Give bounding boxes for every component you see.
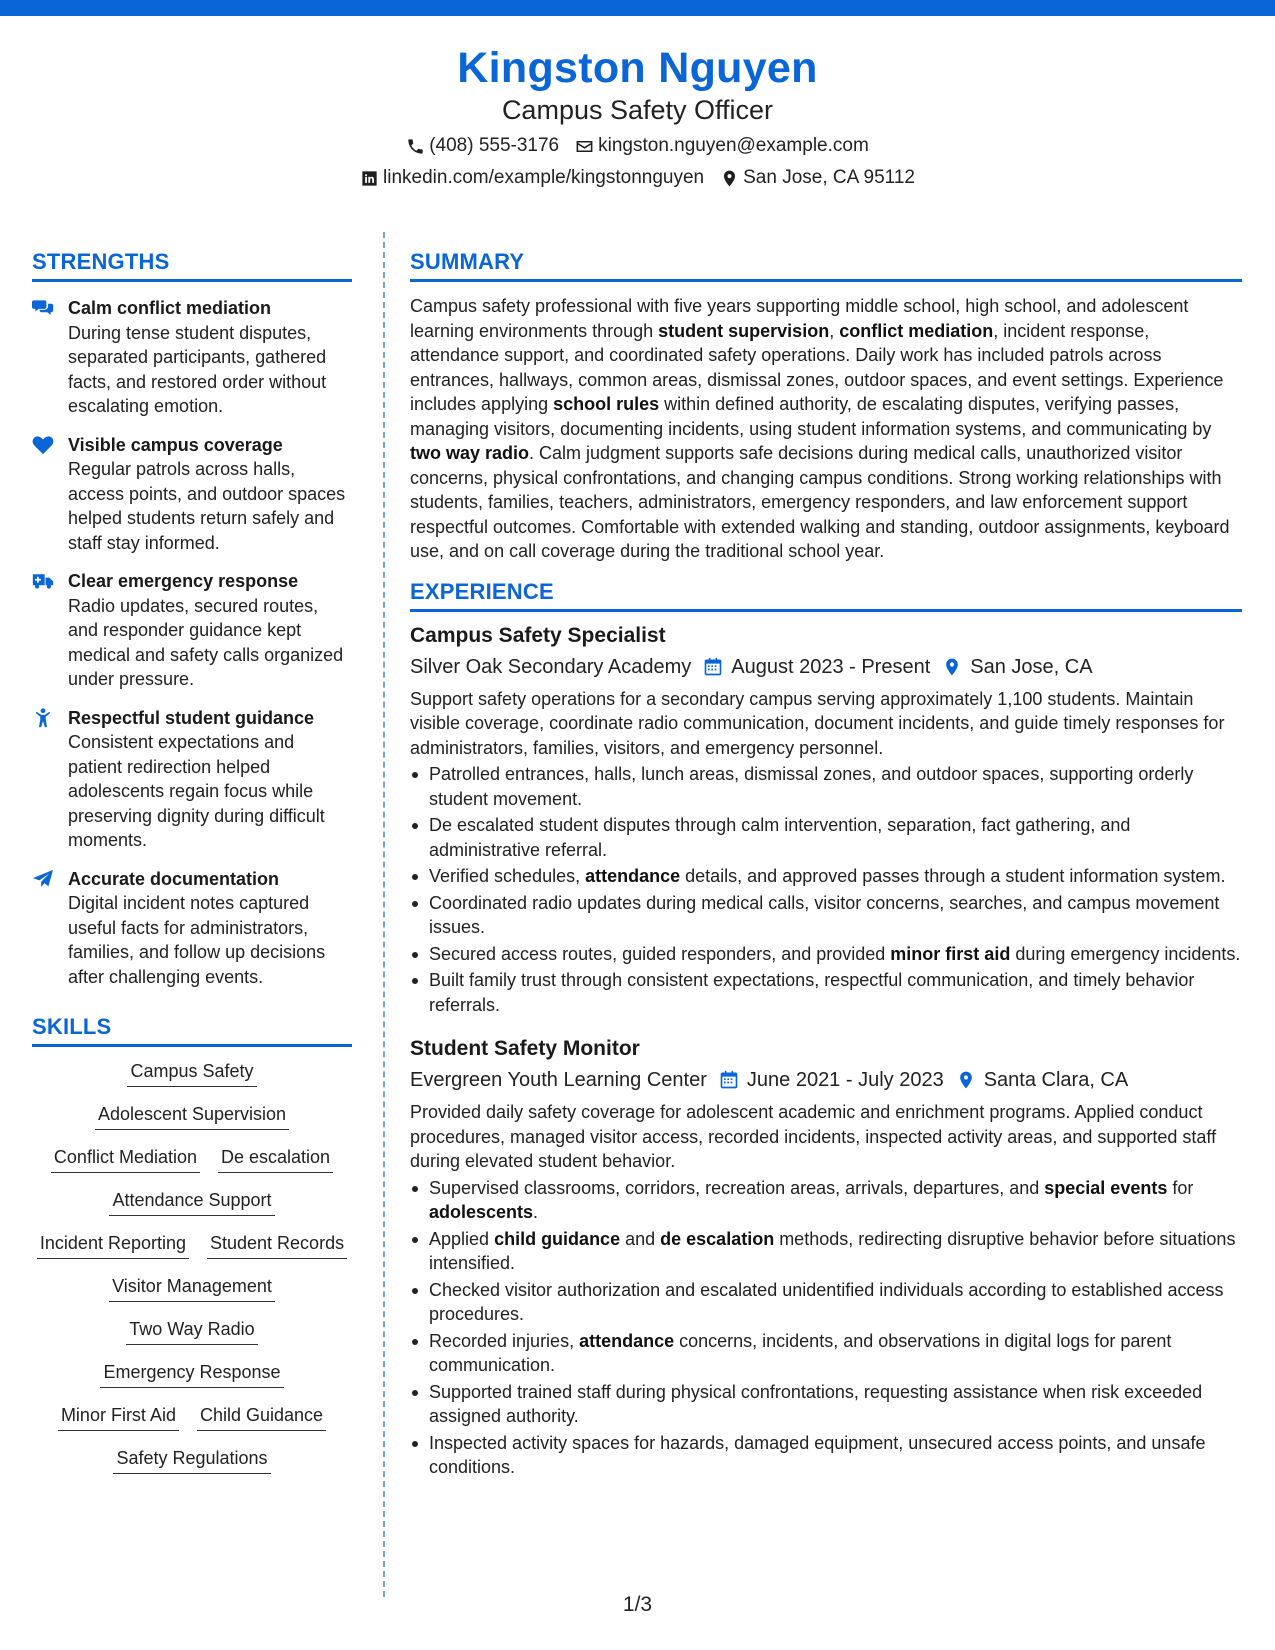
job-entry [410, 622, 1242, 1018]
bullet-item: De escalated student disputes through calm intervention, separation, fact gathering, and administrative referral. [410, 813, 1242, 862]
person-icon [32, 708, 54, 728]
skill-tag: Campus Safety [127, 1059, 256, 1087]
resume-header [0, 42, 1275, 190]
email-text: kingston.nguyen@example.com [598, 135, 869, 156]
job-title: Campus Safety Specialist [410, 623, 666, 647]
phone-text: (408) 555-3176 [429, 135, 560, 156]
skill-tag: Conflict Mediation [51, 1145, 200, 1173]
job-meta [410, 653, 1242, 681]
job-description: Support safety operations for a secondary campus serving approximately 1,100 students. Maintain visible coverage, coordinate radio communication, document incidents, and guide timely responses for administrators, families, visitors, and emergency personnel. [410, 688, 1225, 758]
job-company: Silver Oak Secondary Academy [410, 655, 692, 678]
comments-icon [32, 298, 54, 318]
bullet-item: Supervised classrooms, corridors, recreation areas, arrivals, departures, and special events for adolescents. [410, 1176, 1242, 1225]
job-meta [410, 1066, 1242, 1094]
contact-phone[interactable] [406, 134, 559, 158]
strength-text: Radio updates, secured routes, and responder guidance kept medical and safety calls organized under pressure. [68, 595, 344, 689]
skill-tag: Child Guidance [197, 1403, 326, 1431]
skill-tag: Two Way Radio [126, 1317, 257, 1345]
bullet-item: Secured access routes, guided responders, and provided minor first aid during emergency incidents. [410, 942, 1242, 967]
skill-tag: Minor First Aid [58, 1403, 179, 1431]
linkedin-icon [360, 169, 379, 188]
skills-list [32, 1059, 352, 1474]
strength-item [32, 296, 352, 419]
strength-item [32, 569, 352, 692]
strength-title: Clear emergency response [68, 571, 299, 591]
strength-title: Accurate documentation [68, 868, 280, 889]
job-dates: August 2023 - Present [731, 655, 931, 678]
contact-email[interactable] [575, 134, 869, 158]
bullet-item: Built family trust through consistent expectations, respectful communication, and timely behavior referrals. [410, 968, 1242, 1017]
contact-location [720, 166, 915, 190]
bullet-item: Supported trained staff during physical confrontations, requesting assistance when risk exceeded assigned authority. [410, 1380, 1242, 1429]
bullet-item: Checked visitor authorization and escalated unidentified individuals according to established access procedures. [410, 1278, 1242, 1327]
bullet-item: Recorded injuries, attendance concerns, incidents, and observations in digital logs for parent communication. [410, 1329, 1242, 1378]
summary-text: Campus safety professional with five years supporting middle school, high school, and adolescent learning environments through student supervision, conflict mediation, incident response, attendance support, and coordinated safety operations. Daily work has included patrols across entrances, hallways, common areas, dismissal zones, outdoor spaces, and event settings. Experience includes applying school rules within defined authority, de escalating disputes, verifying passes, managing visitors, documenting incidents, using student information systems, and communicating by two way radio. Calm judgment supports safe decisions during medical calls, unauthorized visitor concerns, physical confrontations, and changing campus conditions. Strong working relationships with students, families, teachers, administrators, emergency responders, and law enforcement support respectful outcomes. Comfortable with extended walking and standing, outdoor assignments, keyboard use, and on call coverage during the traditional school year. [410, 296, 1230, 561]
strength-text: Regular patrols across halls, access points, and outdoor spaces helped students return safely and staff stay informed. [68, 459, 346, 553]
heart-icon [32, 435, 54, 455]
strength-text: Consistent expectations and patient redirection helped adolescents regain focus while preserving dignity during difficult moments. [68, 732, 325, 850]
job-entry [410, 1035, 1242, 1480]
bullet-item: Applied child guidance and de escalation methods, redirecting disruptive behavior before situations intensified. [410, 1227, 1242, 1276]
candidate-name: Kingston Nguyen [457, 44, 818, 92]
job-dates: June 2021 - July 2023 [746, 1069, 944, 1091]
skill-tag: Incident Reporting [37, 1231, 189, 1259]
map-pin-icon [720, 169, 739, 188]
skill-tag: Visitor Management [109, 1274, 275, 1302]
experience-heading: EXPERIENCE [410, 578, 1242, 612]
strength-text: Digital incident notes captured useful facts for administrators, families, and follow up decisions after challenging events. [68, 893, 326, 987]
calendar-icon [703, 657, 723, 677]
skill-tag: Adolescent Supervision [95, 1102, 289, 1130]
skill-tag: De escalation [218, 1145, 333, 1173]
envelope-icon [575, 137, 594, 156]
job-location: San Jose, CA [970, 655, 1093, 678]
strength-item [32, 706, 352, 853]
skill-tag: Attendance Support [109, 1188, 274, 1216]
ambulance-icon [32, 571, 54, 591]
strength-item [32, 433, 352, 556]
left-column [32, 248, 352, 1474]
summary-heading: SUMMARY [410, 248, 1242, 282]
strength-title: Calm conflict mediation [68, 298, 272, 318]
right-column [410, 248, 1242, 1482]
map-pin-icon [956, 1070, 976, 1090]
calendar-icon [719, 1070, 739, 1090]
job-company: Evergreen Youth Learning Center [410, 1069, 707, 1091]
strength-title: Respectful student guidance [68, 707, 315, 728]
job-bullets [410, 762, 1242, 1017]
candidate-role: Campus Safety Officer [501, 95, 774, 125]
job-location: Santa Clara, CA [983, 1069, 1129, 1091]
bullet-item: Verified schedules, attendance details, and approved passes through a student information system. [410, 864, 1242, 889]
top-accent-bar [0, 0, 1275, 16]
skill-tag: Student Records [207, 1231, 347, 1259]
contact-row-1 [0, 134, 1275, 158]
contact-row-2 [0, 166, 1275, 190]
strength-item [32, 867, 352, 990]
job-title: Student Safety Monitor [410, 1037, 640, 1060]
skill-tag: Emergency Response [100, 1360, 283, 1388]
skill-tag: Safety Regulations [113, 1446, 270, 1474]
skills-heading: SKILLS [32, 1013, 352, 1047]
phone-icon [406, 137, 425, 156]
bullet-item: Coordinated radio updates during medical calls, visitor concerns, searches, and campus movement issues. [410, 891, 1242, 940]
strengths-heading: STRENGTHS [32, 248, 352, 282]
contact-linkedin[interactable] [360, 166, 704, 190]
column-divider [383, 232, 385, 1597]
map-pin-icon [942, 657, 962, 677]
page-number: 1/3 [622, 1593, 653, 1616]
bullet-item: Inspected activity spaces for hazards, damaged equipment, unsecured access points, and unsafe conditions. [410, 1431, 1242, 1480]
strength-title: Visible campus coverage [68, 434, 283, 455]
location-text: San Jose, CA 95112 [743, 167, 915, 188]
strength-text: During tense student disputes, separated participants, gathered facts, and restored order without escalating emotion. [68, 322, 327, 416]
paper-plane-icon [32, 869, 54, 889]
job-description: Provided daily safety coverage for adolescent academic and enrichment programs. Applied conduct procedures, managed visitor access, recorded incidents, inspected activity areas, and supported staff during elevated student behavior. [410, 1102, 1217, 1171]
job-bullets [410, 1176, 1242, 1480]
linkedin-text: linkedin.com/example/kingstonnguyen [383, 167, 705, 188]
bullet-item: Patrolled entrances, halls, lunch areas, dismissal zones, and outdoor spaces, supporting orderly student movement. [410, 762, 1242, 811]
